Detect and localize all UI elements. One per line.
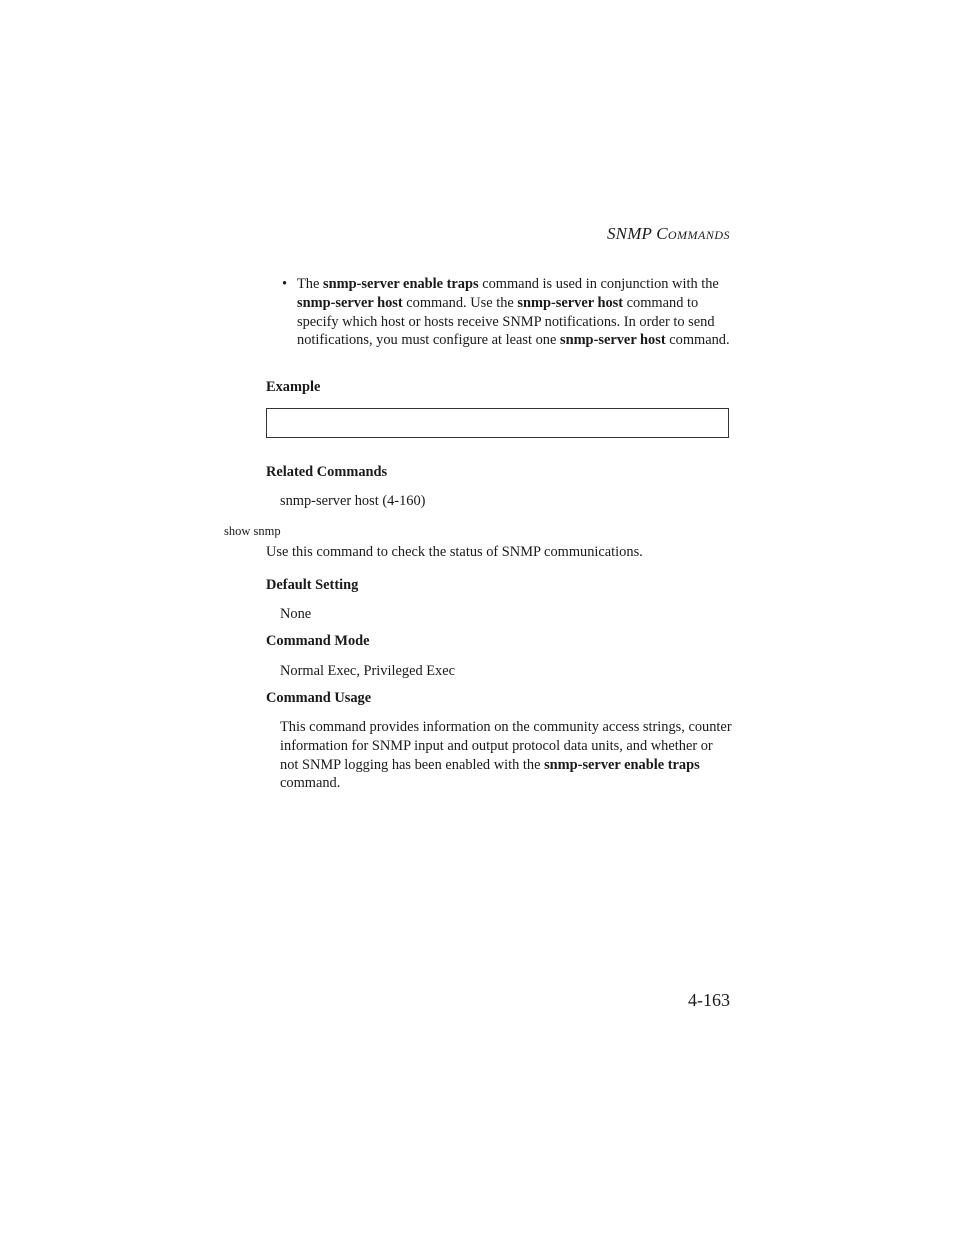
related-commands-text: snmp-server host (4-160) [280, 493, 426, 509]
command-mode-heading: Command Mode [266, 633, 370, 649]
command-description: Use this command to check the status of SNMP communications. [266, 544, 643, 560]
bullet-bold-2: snmp-server host [297, 294, 403, 311]
command-mode-text: Normal Exec, Privileged Exec [280, 663, 456, 679]
command-usage-heading: Command Usage [266, 690, 372, 706]
bullet-bold-3: snmp-server host [517, 294, 624, 311]
example-heading: Example [266, 379, 321, 395]
example-code-box [266, 408, 729, 438]
header-title-first: SNMP C [606, 224, 668, 243]
bullet-text-4: command to specify which host or hosts receive SNMP notifications. In order to send notifications, you must configure at least one [297, 294, 715, 349]
usage-text-2: command. [280, 775, 341, 792]
command-usage-text [280, 718, 732, 793]
default-setting-heading: Default Setting [266, 577, 359, 593]
page-number: 4-163 [688, 990, 730, 1010]
bullet-bold-1: snmp-server enable traps [322, 276, 479, 292]
command-title: show snmp [224, 524, 281, 538]
usage-bold-1: snmp-server enable traps [544, 756, 700, 773]
bullet-item [282, 275, 732, 350]
bullet-text-2: command is used in conjunction with the [478, 276, 719, 292]
bullet-text [297, 275, 732, 350]
bullet-text-5: command. [665, 332, 730, 349]
bullet-text-1: The [297, 276, 323, 292]
running-header [607, 224, 730, 244]
header-title-rest: OMMANDS [667, 228, 730, 242]
bullet-glyph: • [282, 276, 288, 292]
default-setting-text: None [280, 606, 312, 622]
related-commands-heading: Related Commands [266, 464, 388, 480]
usage-text-1: This command provides information on the community access strings, counter information for SNMP input and output protocol data units, and whether or not SNMP logging has been enabled with the [280, 719, 732, 773]
bullet-text-3: command. Use the [402, 294, 518, 311]
bullet-bold-4: snmp-server host [559, 332, 666, 349]
